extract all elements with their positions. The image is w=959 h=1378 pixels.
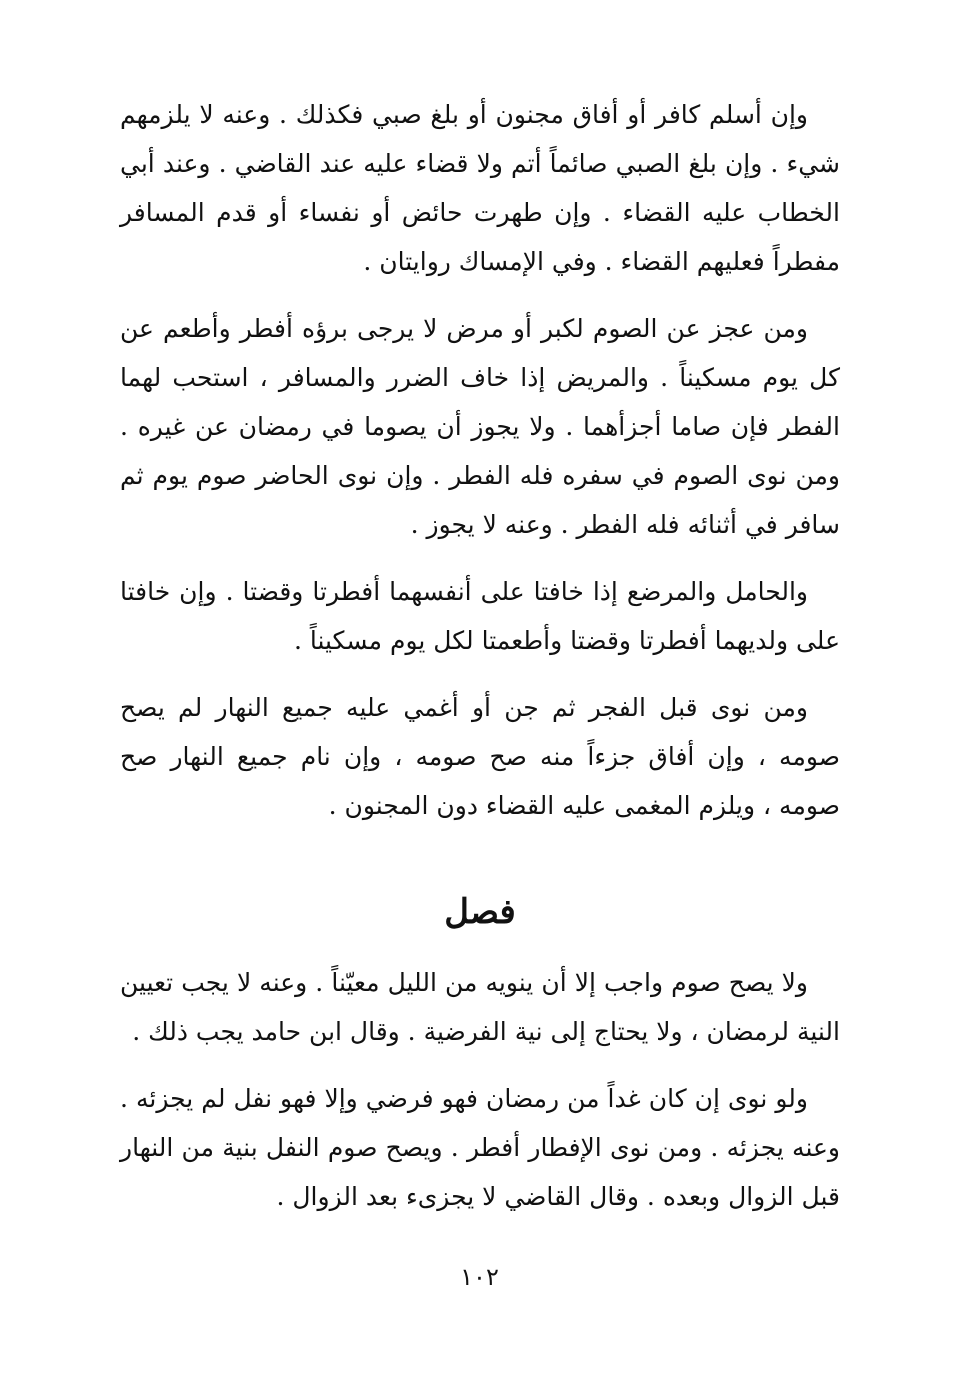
page-body xyxy=(120,90,840,1320)
paragraph-5: ولا يصح صوم واجب إلا أن ينويه من الليل معيّناً . وعنه لا يجب تعيين النية لرمضان ، ولا يحتاج إلى نية الفرضية . وقال ابن حامد يجب ذلك . xyxy=(120,968,840,1046)
section-heading: فصل xyxy=(444,892,516,932)
page-number: ١٠٢ xyxy=(460,1263,499,1291)
paragraph-2: ومن عجز عن الصوم لكبر أو مرض لا يرجى برؤه أفطر وأطعم عن كل يوم مسكيناً . والمريض إذا خاف الضرر والمسافر ، استحب لهما الفطر فإن صاما أجزأهما . ولا يجوز أن يصوما في رمضان عن غيره . ومن نوى الصوم في سفره فله الفطر . وإن نوى الحاضر صوم يوم ثم سافر في أثنائه فله الفطر . وعنه لا يجوز . xyxy=(120,314,840,539)
paragraph-3: والحامل والمرضع إذا خافتا على أنفسهما أفطرتا وقضتا . وإن خافتا على ولديهما أفطرتا وقضتا وأطعمتا لكل يوم مسكيناً . xyxy=(120,577,840,655)
paragraph-1: وإن أسلم كافر أو أفاق مجنون أو بلغ صبي فكذلك . وعنه لا يلزمهم شيء . وإن بلغ الصبي صائماً أتم ولا قضاء عليه عند القاضي . وعند أبي الخطاب عليه القضاء . وإن طهرت حائض أو نفساء أو قدم المسافر مفطراً فعليهم القضاء . وفي الإمساك روايتان . xyxy=(120,100,840,276)
paragraph-4: ومن نوى قبل الفجر ثم جن أو أغمي عليه جميع النهار لم يصح صومه ، وإن أفاق جزءاً منه صح صومه ، وإن نام جميع النهار صح صومه ، ويلزم المغمى عليه القضاء دون المجنون . xyxy=(120,693,840,820)
paragraph-6: ولو نوى إن كان غداً من رمضان فهو فرضي وإلا فهو نفل لم يجزئه . وعنه يجزئه . ومن نوى الإفطار أفطر . ويصح صوم النفل بنية من النهار قبل الزوال وبعده . وقال القاضي لا يجزىء بعد الزوال . xyxy=(120,1084,840,1211)
